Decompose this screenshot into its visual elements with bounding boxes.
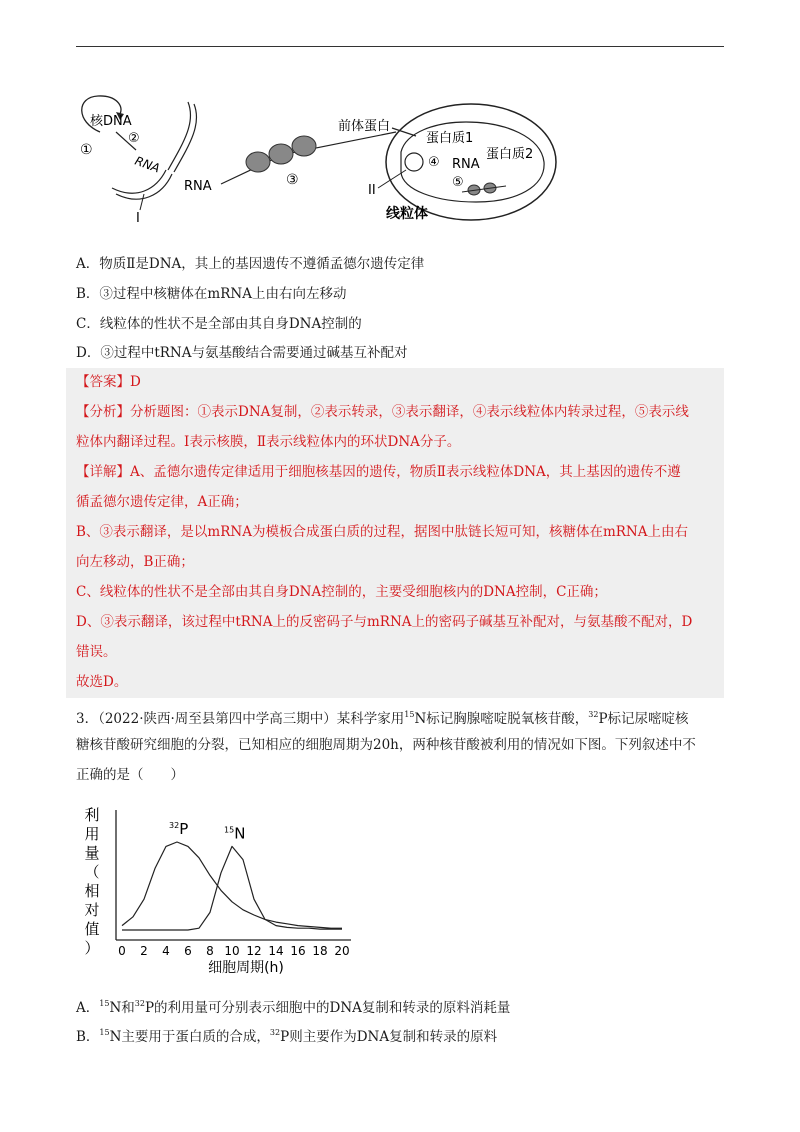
x-axis-label: 细胞周期(h) (208, 960, 284, 976)
option-b: B．③过程中核糖体在mRNA上由右向左移动 (76, 286, 347, 302)
protein1-label: 蛋白质1 (426, 131, 474, 146)
header-rule (76, 46, 724, 47)
series-label-15N: $^{15}$N (224, 824, 246, 843)
detail-line-6: D、③表示翻译，该过程中tRNA上的反密码子与mRNA上的密码子碱基互补配对，与氨基酸不配对，D (76, 614, 693, 630)
series-line-32P (122, 842, 342, 928)
x-tick-label: 2 (140, 944, 148, 958)
x-tick-label: 16 (290, 944, 306, 958)
question3-line-3: 正确的是（ ） (76, 767, 184, 783)
option-a: A．物质Ⅱ是DNA，其上的基因遗传不遵循孟德尔遗传定律 (76, 256, 425, 272)
y-axis-label-char: 用 (84, 825, 100, 843)
gene-expression-diagram (76, 92, 576, 242)
detail-line-2: 循孟德尔遗传定律，A正确； (76, 494, 248, 510)
nuclear-envelope-upper (168, 102, 191, 170)
option-d: D．③过程中tRNA与氨基酸结合需要通过碱基互补配对 (76, 345, 408, 361)
option-c: C．线粒体的性状不是全部由其自身DNA控制的 (76, 316, 362, 332)
y-axis-label-char: ） (84, 939, 100, 957)
detail-line-1: 【详解】A、孟德尔遗传定律适用于细胞核基因的遗传，物质Ⅱ表示线粒体DNA，其上基因的遗传不遵 (76, 464, 681, 480)
answer-line: 【答案】D (76, 374, 141, 390)
mito-rna-label: RNA (452, 157, 480, 172)
detail-line-3: B、③表示翻译，是以mRNA为模板合成蛋白质的过程，据图中肽链长短可知，核糖体在mRNA上由右 (76, 524, 688, 540)
q3-option-a: A．$^{15}$N和$^{32}$P的利用量可分别表示细胞中的DNA复制和转录的原料消耗量 (76, 999, 511, 1016)
series-line-15N (122, 846, 342, 930)
x-tick-label: 4 (162, 944, 170, 958)
mark-5: ⑤ (452, 175, 464, 190)
ribosome-icon (292, 136, 316, 156)
protein2-label: 蛋白质2 (486, 147, 534, 162)
detail-line-4: 向左移动，B正确； (76, 554, 194, 570)
mito-dna-ring (405, 153, 423, 171)
rna-label: RNA (184, 179, 212, 194)
x-tick-label: 18 (312, 944, 328, 958)
detail-line-5: C、线粒体的性状不是全部由其自身DNA控制的，主要受细胞核内的DNA控制，C正确； (76, 584, 607, 600)
y-axis-label-char: 值 (84, 920, 100, 938)
x-tick-label: 0 (118, 944, 126, 958)
y-axis-label (84, 806, 99, 957)
ribosome-icon (269, 144, 293, 164)
mark-I: I (136, 211, 140, 226)
mark-3: ③ (286, 172, 299, 188)
analysis-line-2: 粒体内翻译过程。Ⅰ表示核膜，Ⅱ表示线粒体内的环状DNA分子。 (76, 434, 461, 450)
mark-II: II (368, 183, 376, 198)
utilization-chart (76, 800, 366, 985)
x-tick-label: 12 (246, 944, 262, 958)
y-axis-label-char: 利 (84, 806, 100, 824)
y-axis-label-char: 量 (84, 844, 100, 862)
question3-line-1: 3．（2022·陕西·周至县第四中学高三期中）某科学家用$^{15}$N标记胸腺嘧啶脱氧核苷酸，$^{32}$P标记尿嘧啶核 (76, 710, 689, 727)
analysis-line-1: 【分析】分析题图：①表示DNA复制，②表示转录，③表示翻译，④表示线粒体内转录过程，⑤表示线 (76, 404, 689, 420)
series-label-32P: $^{32}$P (169, 820, 189, 838)
detail-line-7: 错误。 (76, 644, 117, 660)
precursor-protein-label: 前体蛋白 (338, 119, 391, 134)
x-tick-label: 8 (206, 944, 214, 958)
nuclear-envelope-lower (112, 170, 166, 193)
conclusion-line: 故选D。 (76, 674, 128, 690)
y-axis-label-char: （ (84, 863, 100, 881)
nucleus-dna-label: 核DNA (90, 114, 132, 129)
x-tick-label: 10 (224, 944, 240, 958)
ribosome-icon (246, 152, 270, 172)
mitochondrion-label: 线粒体 (386, 206, 428, 222)
mark-4: ④ (428, 155, 440, 170)
y-axis-label-char: 对 (84, 901, 100, 919)
q3-option-b: B．$^{15}$N主要用于蛋白质的合成，$^{32}$P则主要作为DNA复制和转录的原料 (76, 1028, 498, 1045)
x-tick-label: 14 (268, 944, 284, 958)
mark-1: ① (80, 142, 93, 158)
y-axis-label-char: 相 (84, 882, 100, 900)
mark-2: ② (128, 131, 140, 146)
rna-diag-label: RNA (132, 153, 162, 176)
x-tick-label: 20 (334, 944, 350, 958)
x-tick-label: 6 (184, 944, 192, 958)
question3-line-2: 糖核苷酸研究细胞的分裂，已知相应的细胞周期为20h，两种核苷酸被利用的情况如下图。下列叙述中不 (76, 737, 696, 753)
